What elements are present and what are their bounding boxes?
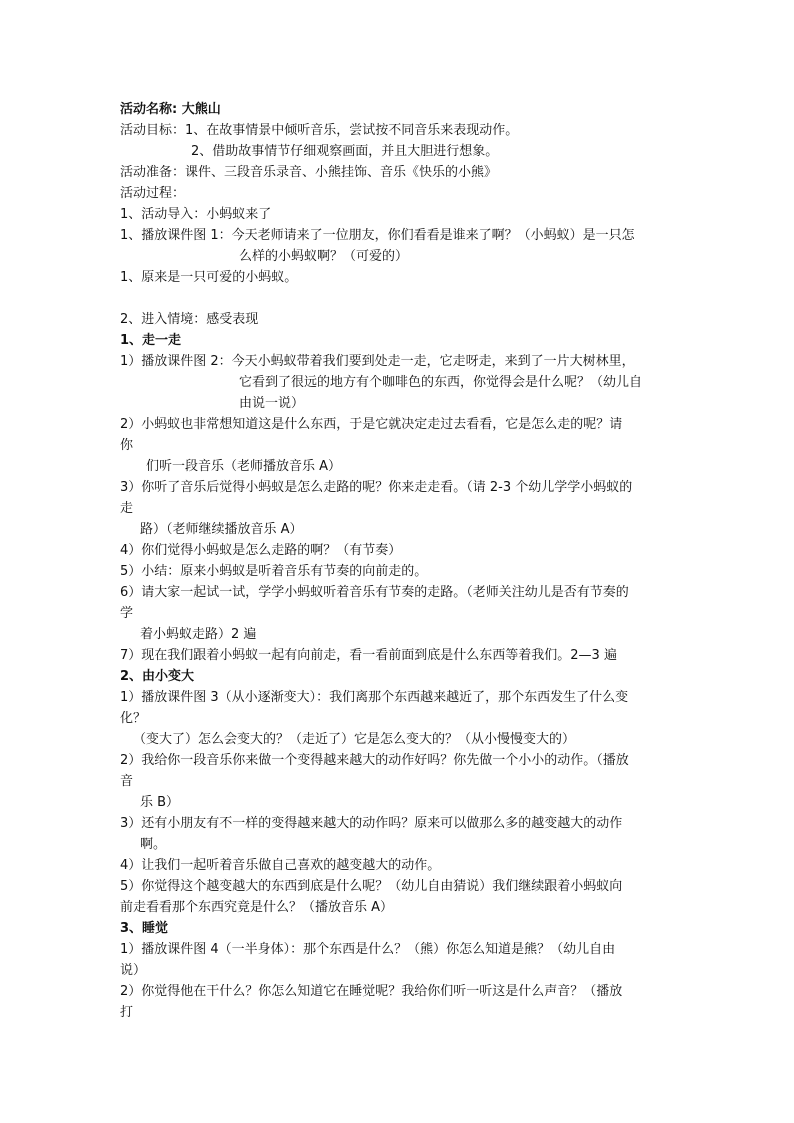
body-line: （变大了）怎么会变大的？（走近了）它是怎么变大的？（从小慢慢变大的） (133, 732, 576, 747)
body-line: 说） (120, 963, 147, 978)
body-line: 打 (120, 1005, 134, 1020)
body-line: 2）小蚂蚁也非常想知道这是什么东西，于是它就决定走过去看看，它是怎么走的呢？请 (120, 417, 623, 432)
body-line: 走 (120, 501, 134, 516)
body-line: 5）你觉得这个越变越大的东西到底是什么呢？（幼儿自由猜说）我们继续跟着小蚂蚁向 (120, 879, 623, 894)
scene-heading: 2、进入情境：感受表现 (120, 312, 259, 327)
body-line: 音 (120, 774, 134, 789)
intro-line: 么样的小蚂蚁啊？（可爱的） (239, 249, 409, 264)
body-line: 4）你们觉得小蚂蚁是怎么走路的啊？（有节奏） (120, 543, 402, 558)
activity-name (120, 99, 221, 120)
body-line: 2）我给你一段音乐你来做一个变得越来越大的动作好吗？你先做一个小小的动作。（播放 (120, 753, 629, 768)
body-line: 5）小结：原来小蚂蚁是听着音乐有节奏的向前走的。 (120, 564, 428, 579)
body-line: 1）播放课件图 3（从小逐渐变大）：我们离那个东西越来越近了，那个东西发生了什么变 (120, 690, 629, 705)
intro-line: 1、播放课件图 1：今天老师请来了一位朋友，你们看看是谁来了啊？（小蚂蚁）是一只怎 (120, 228, 635, 243)
goal-2: 2、借助故事情节仔细观察画面，并且大胆进行想象。 (191, 144, 499, 159)
body-line: 路）（老师继续播放音乐 A） (140, 522, 303, 537)
body-line: 学 (120, 606, 134, 621)
body-line: 3）还有小朋友有不一样的变得越来越大的动作吗？原来可以做那么多的越变越大的动作 (120, 816, 623, 831)
section-heading: 3、睡觉 (120, 921, 169, 936)
body-line: 1）播放课件图 2：今天小蚂蚁带着我们要到处走一走，它走呀走，来到了一片大树林里， (120, 354, 635, 369)
body-line: 你 (120, 438, 134, 453)
preparation: 活动准备：课件、三段音乐录音、小熊挂饰、音乐《快乐的小熊》 (120, 165, 498, 180)
body-line: 由说一说） (239, 396, 305, 411)
process-label: 活动过程： (120, 186, 186, 201)
body-line: 2）你觉得他在干什么？你怎么知道它在睡觉呢？我给你们听一听这是什么声音？（播放 (120, 984, 623, 999)
section-heading: 1、走一走 (120, 333, 182, 348)
body-line: 化？ (120, 711, 147, 726)
intro-heading: 1、活动导入：小蚂蚁来了 (120, 207, 272, 222)
body-line: 7）现在我们跟着小蚂蚁一起有向前走，看一看前面到底是什么东西等着我们。2—3 遍 (120, 648, 617, 663)
goal-1: 活动目标：1、在故事情景中倾听音乐，尝试按不同音乐来表现动作。 (120, 123, 519, 138)
activity-name-value: 大熊山 (181, 102, 221, 117)
intro-line: 1、原来是一只可爱的小蚂蚁。 (120, 270, 298, 285)
body-line: 3）你听了音乐后觉得小蚂蚁是怎么走路的呢？你来走走看。（请 2-3 个幼儿学学小蚂蚁的 (120, 480, 633, 495)
body-line: 乐 B） (140, 795, 180, 810)
body-line: 6）请大家一起试一试，学学小蚂蚁听着音乐有节奏的走路。（老师关注幼儿是否有节奏的 (120, 585, 629, 600)
section-heading: 2、由小变大 (120, 669, 195, 684)
body-line: 啊。 (140, 837, 167, 852)
body-line: 1）播放课件图 4（一半身体）：那个东西是什么？（熊）你怎么知道是熊？（幼儿自由 (120, 942, 616, 957)
body-line: 它看到了很远的地方有个咖啡色的东西，你觉得会是什么呢？（幼儿自 (239, 375, 643, 390)
activity-name-label: 活动名称: (120, 102, 178, 117)
body-line: 前走看看那个东西究竟是什么？（播放音乐 A） (120, 900, 394, 915)
body-line: 4）让我们一起听着音乐做自己喜欢的越变越大的动作。 (120, 858, 441, 873)
body-line: 们听一段音乐（老师播放音乐 A） (146, 459, 342, 474)
body-line: 着小蚂蚁走路）2 遍 (140, 627, 257, 642)
